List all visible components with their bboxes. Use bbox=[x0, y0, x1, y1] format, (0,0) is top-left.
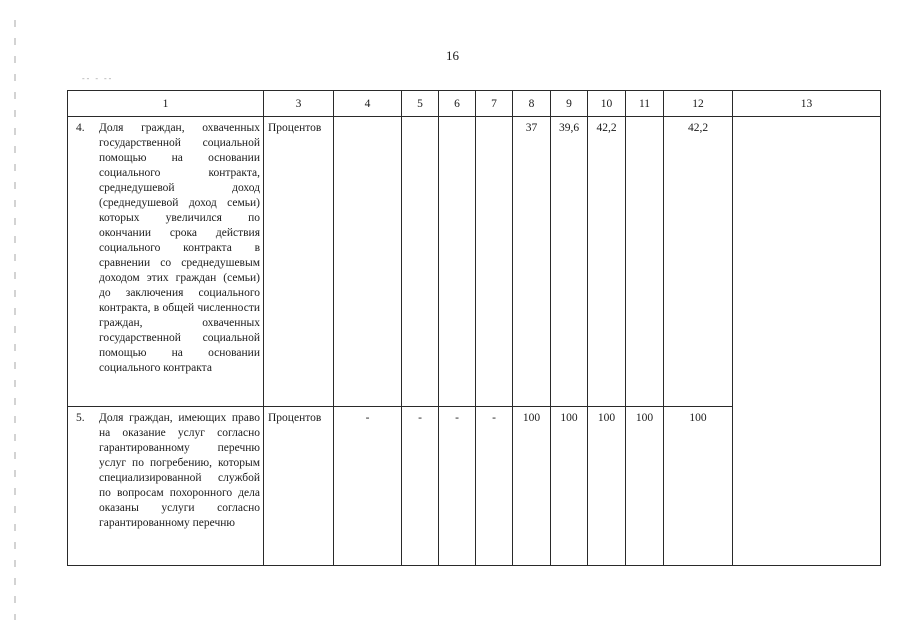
col-header-10: 10 bbox=[588, 91, 626, 117]
value-8: 37 bbox=[525, 122, 538, 134]
value-6: - bbox=[455, 412, 459, 424]
col-header-11: 11 bbox=[626, 91, 664, 117]
value-12: 100 bbox=[689, 412, 707, 424]
indicators-table bbox=[67, 90, 881, 566]
value-10: 42,2 bbox=[596, 122, 617, 134]
col-header-1: 1 bbox=[68, 91, 264, 117]
indicator-name-cell bbox=[68, 407, 264, 566]
unit-cell bbox=[264, 407, 334, 566]
row-number: 4. bbox=[76, 122, 85, 134]
value-cell-6 bbox=[439, 117, 476, 407]
value-cell-9 bbox=[551, 117, 588, 407]
value-cell-9 bbox=[551, 407, 588, 566]
unit-cell bbox=[264, 117, 334, 407]
col-header-6: 6 bbox=[439, 91, 476, 117]
indicator-name-cell bbox=[68, 117, 264, 407]
col-header-13: 13 bbox=[733, 91, 881, 117]
value-4 bbox=[334, 117, 401, 121]
value-cell-12 bbox=[664, 407, 733, 566]
unit-text: Процентов bbox=[268, 412, 322, 424]
value-cell-11 bbox=[626, 117, 664, 407]
value-cell-5 bbox=[402, 117, 439, 407]
value-11 bbox=[626, 117, 663, 121]
indicator-name: Доля граждан, имеющих право на оказание услуг согласно гарантированному перечню услуг по погребению, которым специализированной службой по вопросам похоронного дела оказаны услуги согласно гарантированному перечню bbox=[99, 412, 260, 529]
value-9: 39,6 bbox=[558, 122, 580, 134]
header-row bbox=[68, 91, 881, 117]
indicator-name: Доля граждан, охваченных государственной социальной помощью на основании социального контракта, среднедушевой доход (среднедушевой доход семьи) которых увеличился по окончании срока действия социального контракта в сравнении со среднедушевым доходом этих граждан (семьи) до заключения социального контракта, в общей численности граждан, охваченных государственной социальной помощью на основании социального контракта bbox=[99, 122, 260, 374]
value-cell-8 bbox=[513, 117, 551, 407]
value-cell-7 bbox=[476, 117, 513, 407]
col-header-8: 8 bbox=[513, 91, 551, 117]
value-8: 100 bbox=[522, 412, 541, 424]
value-cell-11 bbox=[626, 407, 664, 566]
row-number: 5. bbox=[76, 412, 85, 424]
col-header-3: 3 bbox=[264, 91, 334, 117]
value-cell-7 bbox=[476, 407, 513, 566]
value-cell-8 bbox=[513, 407, 551, 566]
value-5 bbox=[402, 117, 438, 121]
value-12: 42,2 bbox=[687, 122, 709, 134]
col-header-7: 7 bbox=[476, 91, 513, 117]
value-cell-5 bbox=[402, 407, 439, 566]
scan-mark: -- - -- bbox=[82, 74, 114, 83]
value-5: - bbox=[418, 412, 422, 424]
value-7: - bbox=[492, 412, 496, 424]
value-10: 100 bbox=[597, 412, 616, 424]
value-9: 100 bbox=[560, 412, 578, 424]
page-number: 16 bbox=[446, 48, 459, 63]
table-row bbox=[68, 117, 881, 407]
value-cell-10 bbox=[588, 117, 626, 407]
value-cell-6 bbox=[439, 407, 476, 566]
value-cell-10 bbox=[588, 407, 626, 566]
col-header-4: 4 bbox=[334, 91, 402, 117]
unit-text: Процентов bbox=[268, 122, 322, 134]
notes-cell-13 bbox=[733, 117, 881, 566]
col-header-9: 9 bbox=[551, 91, 588, 117]
value-11: 100 bbox=[635, 412, 654, 424]
col-header-12: 12 bbox=[664, 91, 733, 117]
value-cell-4 bbox=[334, 117, 402, 407]
value-4: - bbox=[365, 412, 370, 424]
scan-edge-artifact bbox=[14, 20, 16, 620]
value-7 bbox=[476, 117, 512, 121]
col-header-5: 5 bbox=[402, 91, 439, 117]
value-6 bbox=[439, 117, 475, 121]
value-cell-12 bbox=[664, 117, 733, 407]
value-cell-4 bbox=[334, 407, 402, 566]
